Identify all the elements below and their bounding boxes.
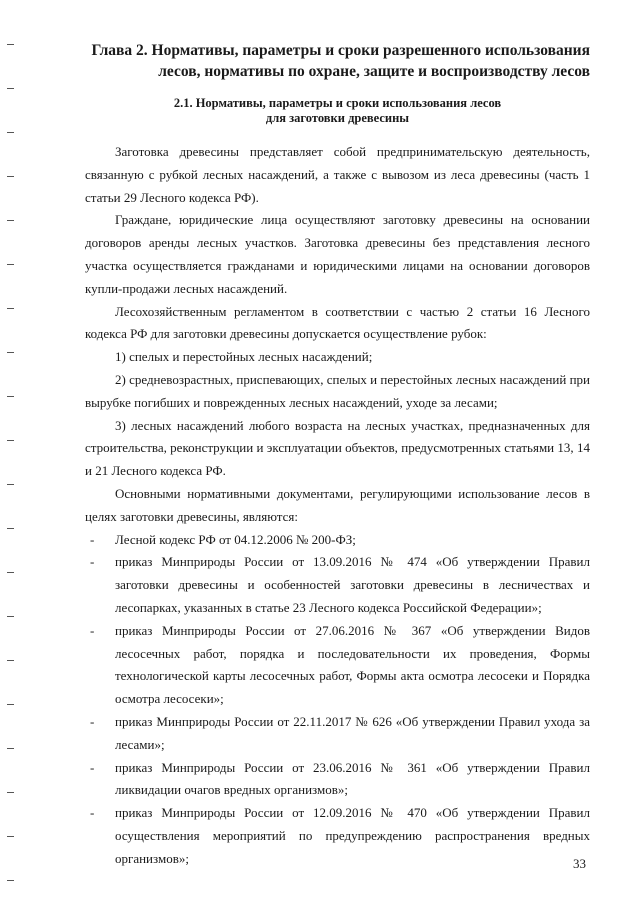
chapter-title xyxy=(85,40,590,82)
list-dash: - xyxy=(90,759,95,775)
section-title xyxy=(85,96,590,126)
list-dash: - xyxy=(90,713,95,729)
list-dash: - xyxy=(90,805,95,821)
list-item-text: приказ Минприроды России от 13.09.2016 № 474 «Об утверждении Правил заготовки древесины и особенностей заготовки древесины в лесничествах и лесопарках, указанных в статье 23 Лесного кодекса Российской Федерации»; xyxy=(115,554,590,615)
section-title-line-2: для заготовки древесины xyxy=(265,111,410,125)
chapter-title-line-1: Глава 2. Нормативы, параметры и сроки разрешенного использования xyxy=(91,42,590,59)
page-number: 33 xyxy=(573,856,586,871)
list-item-text: приказ Минприроды России от 22.11.2017 № 626 «Об утверждении Правил ухода за лесами»; xyxy=(115,713,590,752)
section-title-line-1: 2.1. Нормативы, параметры и сроки использования лесов xyxy=(173,96,502,110)
paragraph-definition: Заготовка древесины представляет собой предпринимательскую деятельность, связанную с рубкой лесных насаждений, а также с вывозом из леса древесины (часть 1 статьи 29 Лесного кодекса РФ). xyxy=(85,144,590,205)
list-item xyxy=(85,802,590,870)
list-item-text: приказ Минприроды России от 23.06.2016 № 361 «Об утверждении Правил ликвидации очагов вредных организмов»; xyxy=(115,759,590,798)
list-item xyxy=(85,757,590,803)
document-page xyxy=(85,40,590,871)
list-item-text: приказ Минприроды России от 27.06.2016 № 367 «Об утверждении Видов лесосечных работ, порядка и последовательности их проведения, Формы технологической карты лесосечных работ, Формы акта осмотра лесосеки и Порядка осмотра лесосеки»; xyxy=(115,622,590,707)
binding-margin-ticks xyxy=(0,0,20,905)
list-item xyxy=(85,620,590,711)
regulatory-documents-list xyxy=(85,529,590,871)
list-item-text: Лесной кодекс РФ от 04.12.2006 № 200-ФЗ; xyxy=(115,531,356,547)
paragraph-regulation: Лесохозяйственным регламентом в соответствии с частью 2 статьи 16 Лесного кодекса РФ для заготовки древесины допускается осуществление рубок: xyxy=(85,303,590,342)
chapter-title-line-2: лесов, нормативы по охране, защите и воспроизводству лесов xyxy=(158,63,590,80)
numbered-item-3: 3) лесных насаждений любого возраста на лесных участках, предназначенных для строительства, реконструкции и эксплуатации объектов, предусмотренных статьями 13, 14 и 21 Лесного кодекса РФ. xyxy=(85,417,590,479)
numbered-item-1: 1) спелых и перестойных лесных насаждений; xyxy=(115,349,373,365)
paragraph-participants: Граждане, юридические лица осуществляют заготовку древесины на основании договоров аренды лесных участков. Заготовка древесины без представления лесного участка осуществляется гражданами и юридическими лицами на основании договоров купли-продажи лесных насаждений. xyxy=(85,212,590,296)
numbered-item-2: 2) средневозрастных, приспевающих, спелых и перестойных лесных насаждений при вырубке погибших и поврежденных лесных насаждений, уходе за лесами; xyxy=(85,371,591,410)
list-dash: - xyxy=(90,622,95,638)
list-item xyxy=(85,529,590,552)
list-item xyxy=(85,551,590,619)
list-dash: - xyxy=(90,531,95,547)
list-dash: - xyxy=(90,554,95,570)
list-item-text: приказ Минприроды России от 12.09.2016 № 470 «Об утверждении Правил осуществления мероприятий по предупреждению распространения вредных организмов»; xyxy=(115,805,590,866)
paragraph-documents-intro: Основными нормативными документами, регулирующими использование лесов в целях заготовки древесины, являются: xyxy=(85,485,590,524)
list-item xyxy=(85,711,590,757)
